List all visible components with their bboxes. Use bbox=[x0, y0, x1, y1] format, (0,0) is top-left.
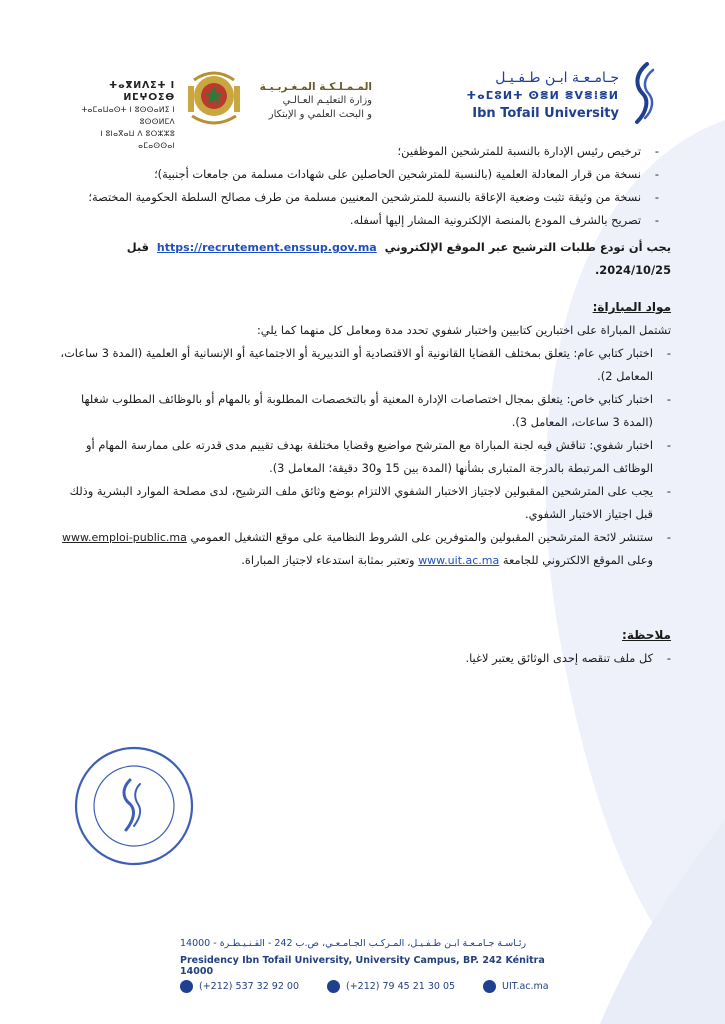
university-name-en: Ibn Tofail University bbox=[472, 106, 619, 121]
deadline-text: يجب أن تودع طلبات الترشيح عبر الموقع الإلكتروني bbox=[384, 240, 671, 254]
kingdom-label: المـمـلـكـة المـغـربـيـة bbox=[259, 81, 372, 93]
note-item: - كل ملف تنقصه إحدى الوثائق يعتبر لاغيا. bbox=[56, 647, 671, 670]
fax-contact bbox=[327, 980, 455, 993]
emploi-public-link[interactable]: www.emploi-public.ma bbox=[62, 531, 187, 544]
exam-item-general: - اختبار كتابي عام: يتعلق بمختلف القضايا القانونية أو الاقتصادية أو التدبيرية أو الاجتماعية أو الإنسانية أو العلمية (المدة 3 ساعات، المعامل 2). bbox=[56, 342, 671, 388]
exam-item-oral: - اختبار شفوي: تناقش فيه لجنة المباراة مع المترشح مواضيع وقضايا مختلفة بهدف تقييم مدى قدرته على ممارسة المهام أو الوظائف المرتبطة بالدرجة المتبارى بشأنها (المدة بين 15 و30 دقيقة؛ المعامل 3). bbox=[56, 434, 671, 480]
university-name-ar: جـامـعـة ابـن طـفـيـل bbox=[495, 70, 619, 86]
ministry-tifinagh-line-3: ⵏ ⵓⵏⴰⴳⴰⵡ ⴷ ⵓⵔⵣⵣⵓ ⴰⵎⴰⵙⵙⴰⵏ bbox=[100, 129, 175, 150]
uit-link[interactable]: www.uit.ac.ma bbox=[418, 554, 500, 567]
phone-icon bbox=[180, 980, 193, 993]
ministry-tifinagh-line-1: ⵜⴰⴳⵍⴷⵉⵜ ⵏ ⵍⵎⵖⵔⵉⴱ bbox=[109, 80, 175, 103]
ministry-name-ar bbox=[252, 80, 372, 122]
fax-icon bbox=[327, 980, 340, 993]
ministry-line-1: وزارة التعليـم العـالـي bbox=[282, 95, 372, 106]
moroccan-coat-of-arms-icon bbox=[186, 66, 242, 128]
university-name-tifinagh: ⵜⴰⵎⵓⵍⵜ ⵙⴻⵍ ⴻⴸⴻⵂⴻⵍ bbox=[466, 89, 619, 102]
footer-address-en: Presidency Ibn Tofail University, University Campus, BP. 242 Kénitra 14000 bbox=[180, 955, 545, 977]
university-logo-icon bbox=[627, 60, 657, 126]
document-item: - نسخة من وثيقة تثبت وضعية الإعاقة بالنسبة للمترشحين المعنيين مسلمة من طرف مصالح السلطة الحكومية المختصة؛ bbox=[56, 186, 671, 209]
footer bbox=[180, 938, 550, 977]
note-heading: ملاحظة: bbox=[622, 628, 671, 642]
web-contact[interactable] bbox=[483, 980, 549, 993]
fax-number: (+212) 79 45 21 30 05 bbox=[345, 981, 456, 992]
deadline-date: قبل 2024/10/25. bbox=[126, 240, 671, 277]
publish-mid-text: وعلى الموقع الالكتروني للجامعة bbox=[502, 553, 653, 567]
website-link[interactable]: UIT.ac.ma bbox=[502, 981, 549, 992]
publish-text: ستنشر لائحة المترشحين المقبولين والمتوفرين على الشروط النظامية على موقع التشغيل العمومي bbox=[190, 530, 653, 544]
ministry-line-2: و البحث العلمي و الإبتكار bbox=[268, 109, 372, 120]
announcement-body bbox=[56, 140, 671, 670]
exam-item-publish bbox=[56, 526, 671, 572]
recruitment-link[interactable]: https://recrutement.enssup.gov.ma bbox=[156, 241, 377, 254]
globe-icon bbox=[483, 980, 496, 993]
exam-item-specific: - اختبار كتابي خاص: يتعلق بمجال اختصاصات الإدارة المعنية أو بالتخصصات المطلوبة أو بالمهام أو بالوظائف المطلوب شغلها (المدة 3 ساعات، المعامل 3). bbox=[56, 388, 671, 434]
ministry-tifinagh-line-2: ⵜⴰⵎⴰⵡⴰⵙⵜ ⵏ ⵓⵙⵙⴰⵍⵉ ⵏ ⵓⵙⵙⵍⵎⴷ bbox=[81, 105, 175, 126]
university-stamp bbox=[72, 744, 196, 868]
phone-number: (+212) 537 32 92 00 bbox=[199, 981, 299, 992]
document-item: - تصريح بالشرف المودع بالمنصة الإلكترونية المشار إليها أسفله. bbox=[56, 209, 671, 232]
exam-intro: تشتمل المباراة على اختبارين كتابيين واختبار شفوي تحدد مدة ومعامل كل منهما كما يلي: bbox=[256, 323, 671, 337]
phone-contact bbox=[180, 980, 299, 993]
document-item: - ترخيص رئيس الإدارة بالنسبة للمترشحين الموظفين؛ bbox=[56, 140, 671, 163]
exam-subjects-heading: مواد المباراة: bbox=[592, 300, 671, 314]
exam-item-deposit: - يجب على المترشحين المقبولين لاجتياز الاختبار الشفوي الالتزام بوضع وثائق ملف الترشيح، لدى مصلحة الموارد البشرية وذلك قبل اجتياز الاختبار الشفوي. bbox=[56, 480, 671, 526]
footer-contacts bbox=[180, 980, 560, 993]
deadline-line bbox=[56, 236, 671, 282]
footer-address-ar: رئـاسـة جـامـعـة ابـن طـفـيـل، المـركـب الجـامـعـي، ص.ب 242 - القـنـيـطـرة - 14000 bbox=[180, 938, 527, 949]
publish-after-text: وتعتبر بمثابة استدعاء لاجتياز المباراة. bbox=[241, 553, 415, 567]
document-item: - نسخة من قرار المعادلة العلمية (بالنسبة للمترشحين الحاصلين على شهادات مسلمة من جامعات أجنبية)؛ bbox=[56, 163, 671, 186]
